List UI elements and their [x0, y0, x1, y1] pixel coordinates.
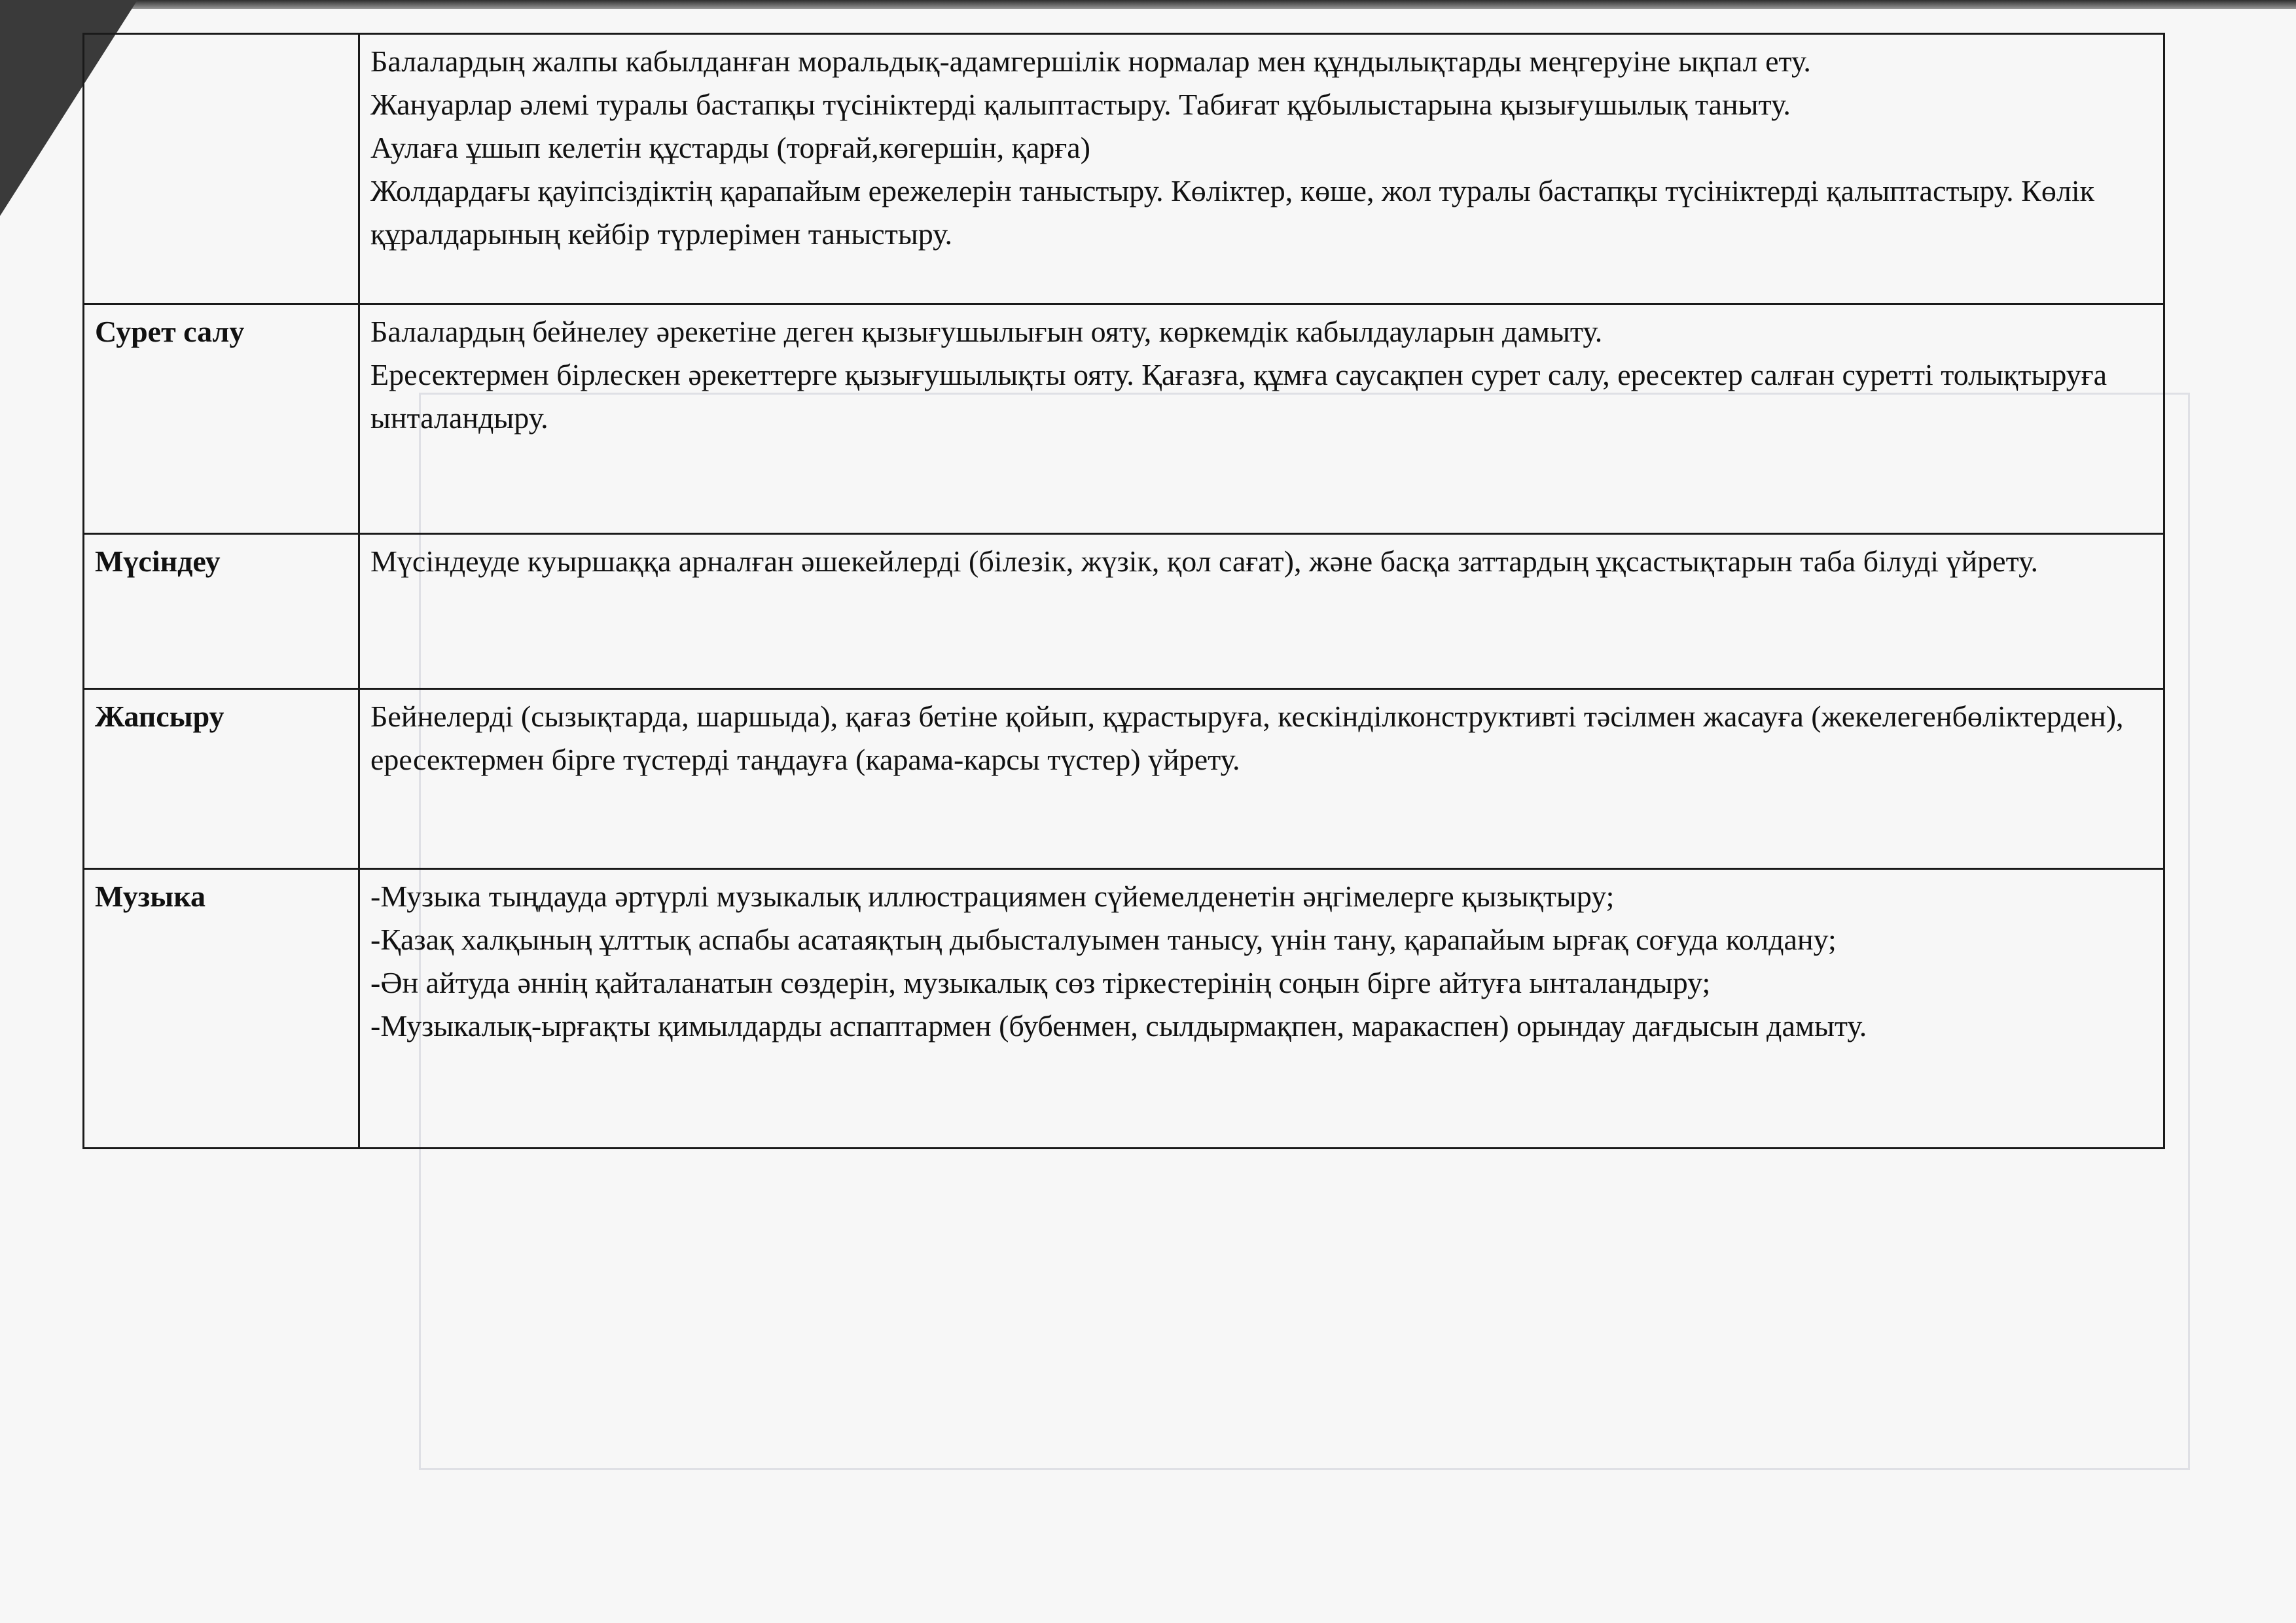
content-cell	[359, 34, 2164, 304]
content-cell	[359, 534, 2164, 689]
content-line: Балалардың бейнелеу әрекетіне деген қызығушылығын ояту, көркемдік кабылдауларын дамыту.	[370, 315, 1603, 348]
content-cell	[359, 689, 2164, 869]
subject-cell: Музыка	[84, 869, 359, 1149]
table-row	[84, 534, 2164, 689]
curriculum-table	[82, 33, 2165, 1149]
content-line: Бейнелерді (сызықтарда, шаршыда), қағаз бетіне қойып, құрастыруға, кескінділконструктивті тәсілмен жасауға (жекелегенбөліктерден), ересектермен бірге түстерді таңдауға (карама-карсы түстер) үйрету.	[370, 700, 2124, 776]
content-line: Балалардың жалпы кабылданған моральдық-адамгершілік нормалар мен құндылықтарды меңгеруіне ықпал ету.	[370, 45, 1811, 78]
content-line: -Ән айтуда әннің қайталанатын сөздерін, музыкалық сөз тіркестерінің соңын бірге айтуға ынталандыру;	[370, 966, 1711, 999]
content-line: Жануарлар әлемі туралы бастапқы түсініктерді қалыптастыру. Табиғат құбылыстарына қызығушылық таныту.	[370, 88, 1791, 121]
content-line: Аулаға ұшып келетін құстарды (торғай,көгершін, қарға)	[370, 131, 1090, 164]
table-row	[84, 34, 2164, 304]
subject-cell: Сурет салу	[84, 304, 359, 534]
content-line: -Қазақ халқының ұлттық аспабы асатаяқтың дыбысталуымен танысу, үнін тану, қарапайым ырғақ соғуда колдану;	[370, 923, 1837, 956]
content-line: Жолдардағы қауіпсіздіктің қарапайым ережелерін таныстыру. Көліктер, көше, жол туралы бастапқы түсініктерді қалыптастыру. Көлік құралдарының кейбір түрлерімен таныстыру.	[370, 174, 2094, 251]
content-line: Ересектермен бірлескен әрекеттерге қызығушылықты ояту. Қағазға, құмға саусақпен сурет салу, ересектер салған суретті толықтыруға ынталандыру.	[370, 358, 2107, 435]
content-cell	[359, 869, 2164, 1149]
table-row	[84, 689, 2164, 869]
content-line: -Музыка тыңдауда әртүрлі музыкалық иллюстрациямен сүйемелденетін әңгімелерге қызықтыру;	[370, 880, 1615, 913]
scan-top-edge	[0, 0, 2296, 9]
content-cell	[359, 304, 2164, 534]
subject-cell: Жапсыру	[84, 689, 359, 869]
subject-cell: Мүсіндеу	[84, 534, 359, 689]
table-row	[84, 304, 2164, 534]
content-line: -Музыкалық-ырғақты қимылдарды аспаптармен (бубенмен, сылдырмақпен, маракаспен) орындау дағдысын дамыту.	[370, 1009, 1867, 1043]
table-row	[84, 869, 2164, 1149]
subject-cell	[84, 34, 359, 304]
content-line: Мүсіндеуде куыршаққа арналған әшекейлерді (білезік, жүзік, қол сағат), және басқа заттардың ұқсастықтарын таба білуді үйрету.	[370, 544, 2038, 578]
